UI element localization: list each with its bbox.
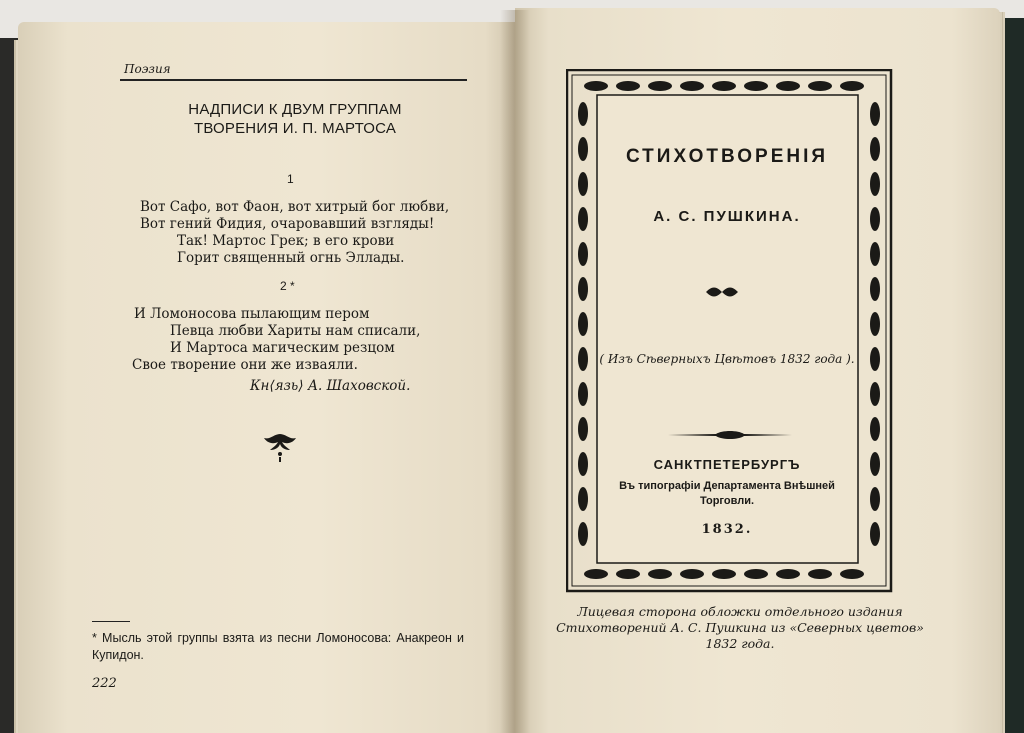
running-head: Поэзия — [124, 62, 171, 76]
caption-line: 1832 года. — [705, 636, 775, 651]
cover-title: СТИХОТВОРЕНІЯ — [625, 146, 829, 167]
poem-title — [130, 100, 460, 138]
verse-line: Так! Мартос Грек; в его крови — [177, 233, 395, 249]
figure-caption — [540, 604, 940, 652]
small-ornament-icon — [704, 285, 740, 299]
verse-line: Свое творение они же изваяли. — [132, 357, 358, 373]
verse-line: И Мартоса магическим резцом — [170, 340, 395, 356]
cover-press — [597, 479, 857, 509]
page-number: 222 — [92, 676, 117, 691]
caption-line: Лицевая сторона обложки отдельного издания — [577, 604, 903, 619]
cover-press-line: Торговли. — [699, 495, 755, 507]
header-rule — [120, 79, 467, 81]
fleuron-ornament-icon — [260, 430, 300, 464]
cover-city: САНКТПЕТЕРБУРГЪ — [653, 457, 801, 472]
book-gutter — [500, 10, 530, 733]
verse-line: Горит священный огнь Эллады. — [177, 250, 405, 266]
footnote-rule — [92, 621, 130, 622]
caption-line: Стихотворений А. С. Пушкина из «Северных цветов» — [556, 620, 924, 635]
cover-author: А. С. ПУШКИНА. — [653, 208, 801, 225]
section-number: 2 * — [280, 279, 295, 293]
cover-source: ( Изъ Сѣверныхъ Цвѣтовъ 1832 года ). — [599, 352, 855, 366]
signature: Кн⟨язь⟩ А. Шаховской. — [250, 378, 411, 394]
divider-ornament-icon — [668, 430, 792, 440]
cover-year: 1832. — [701, 522, 753, 537]
footnote: * Мысль этой группы взята из песни Ломоносова: Анакреон и Купидон. — [92, 631, 464, 662]
section-number: 1 — [287, 172, 294, 186]
verse-line: Вот Сафо, вот Фаон, вот хитрый бог любви, — [140, 199, 450, 215]
verse-line: Вот гений Фидия, очаровавший взгляды! — [140, 216, 435, 232]
poem-title-line: НАДПИСИ К ДВУМ ГРУППАМ — [188, 101, 402, 118]
verse-line: И Ломоносова пылающим пером — [134, 306, 370, 322]
verse-line: Певца любви Хариты нам списали, — [170, 323, 421, 339]
cover-press-line: Въ типографіи Департамента Внѣшней — [619, 480, 835, 492]
poem-title-line: ТВОРЕНИЯ И. П. МАРТОСА — [193, 120, 397, 137]
